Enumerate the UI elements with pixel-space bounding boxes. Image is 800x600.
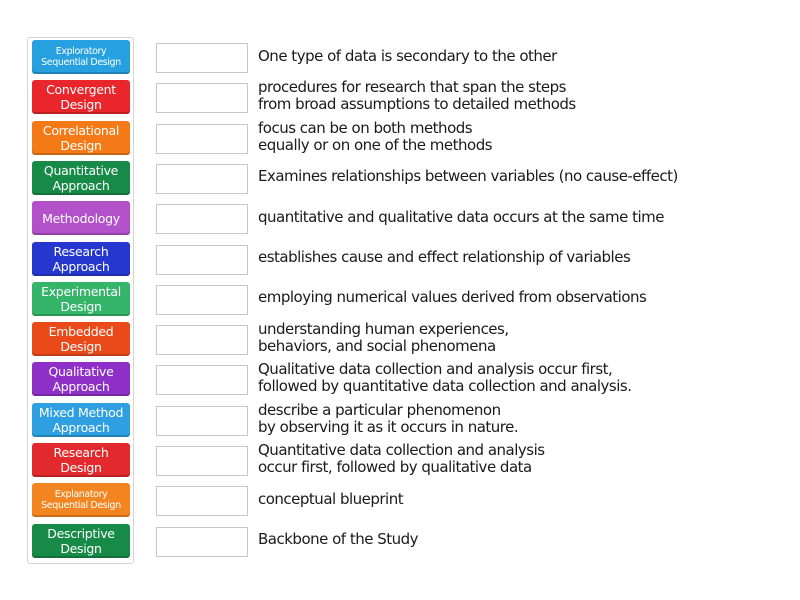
description-label: focus can be on both methods equally or on one of the methods [258, 118, 493, 154]
drop-slot[interactable] [156, 527, 248, 557]
answer-tile[interactable]: Mixed Method Approach [32, 403, 130, 437]
drop-slot[interactable] [156, 83, 248, 113]
description-text [258, 318, 793, 358]
answer-tile[interactable]: Research Design [32, 443, 130, 477]
drop-slot[interactable] [156, 406, 248, 436]
description-label: Qualitative data collection and analysis occur first, followed by quantitative data collection and analysis. [258, 360, 632, 396]
drop-slot[interactable] [156, 486, 248, 516]
description-text [258, 36, 793, 76]
description-text [258, 439, 793, 479]
drop-slot[interactable] [156, 204, 248, 234]
description-label: describe a particular phenomenon by observing it as it occurs in nature. [258, 400, 519, 436]
description-text [258, 399, 793, 439]
answer-tile[interactable]: Qualitative Approach [32, 362, 130, 396]
description-label: understanding human experiences, behaviors, and social phenomena [258, 320, 509, 356]
description-label: One type of data is secondary to the other [258, 46, 557, 65]
answer-tile[interactable]: Exploratory Sequential Design [32, 40, 130, 74]
description-text [258, 76, 793, 116]
description-text [258, 358, 793, 398]
description-label: employing numerical values derived from observations [258, 288, 647, 307]
drop-slot[interactable] [156, 325, 248, 355]
description-text [258, 520, 793, 560]
drop-slot[interactable] [156, 43, 248, 73]
description-label: Examines relationships between variables (no cause-effect) [258, 167, 678, 186]
drop-slot[interactable] [156, 124, 248, 154]
description-label: conceptual blueprint [258, 489, 404, 508]
description-text [258, 117, 793, 157]
answer-tile[interactable]: Correlational Design [32, 121, 130, 155]
description-text [258, 479, 793, 519]
answer-tile[interactable]: Explanatory Sequential Design [32, 483, 130, 517]
description-label: procedures for research that span the steps from broad assumptions to detailed methods [258, 78, 576, 114]
drop-slot[interactable] [156, 245, 248, 275]
answer-tile[interactable]: Research Approach [32, 242, 130, 276]
answer-tile[interactable]: Convergent Design [32, 80, 130, 114]
answer-tile[interactable]: Descriptive Design [32, 524, 130, 558]
drop-slot[interactable] [156, 365, 248, 395]
drop-slot[interactable] [156, 285, 248, 315]
description-label: quantitative and qualitative data occurs at the same time [258, 207, 665, 226]
description-text [258, 197, 793, 237]
description-label: Backbone of the Study [258, 530, 419, 549]
description-text [258, 238, 793, 278]
answer-tile[interactable]: Quantitative Approach [32, 161, 130, 195]
answer-tile[interactable]: Embedded Design [32, 322, 130, 356]
answer-tile[interactable]: Methodology [32, 201, 130, 235]
drop-slot[interactable] [156, 164, 248, 194]
description-label: Quantitative data collection and analysis occur first, followed by qualitative data [258, 441, 545, 476]
description-text [258, 278, 793, 318]
description-text [258, 157, 793, 197]
drop-slot[interactable] [156, 446, 248, 476]
answer-tile[interactable]: Experimental Design [32, 282, 130, 316]
description-label: establishes cause and effect relationship of variables [258, 248, 631, 266]
